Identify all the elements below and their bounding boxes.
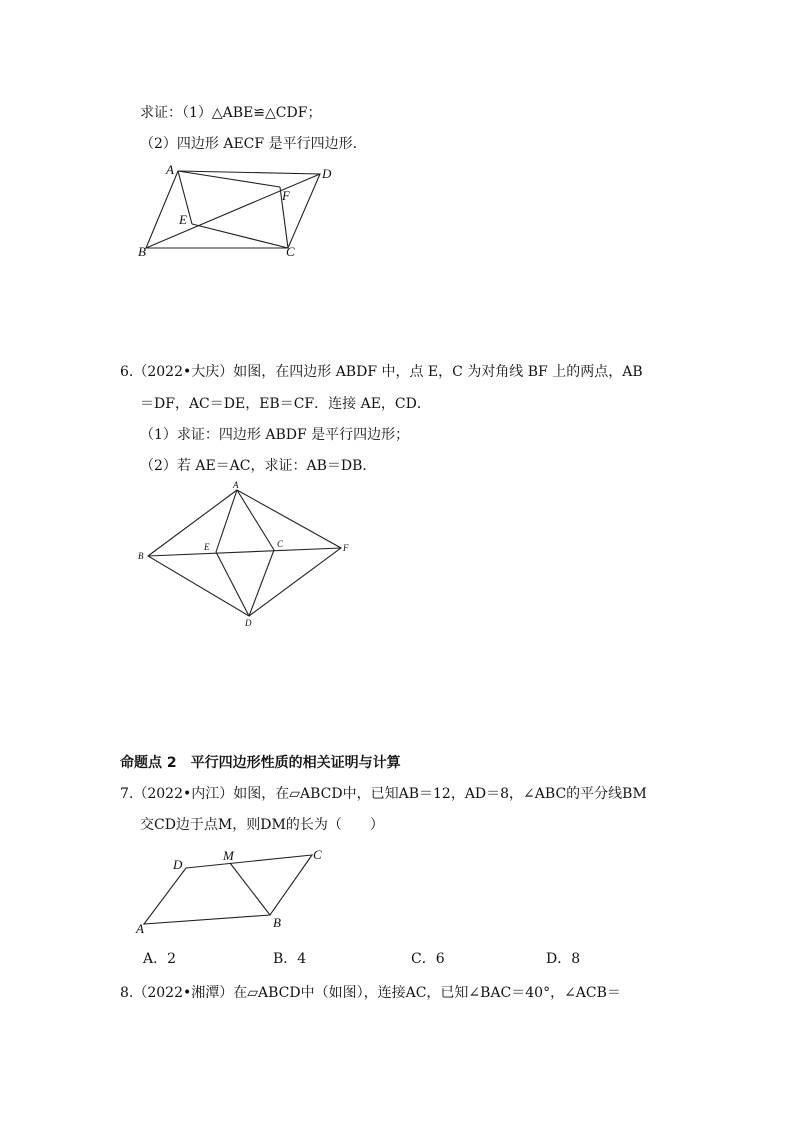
figure-quadrilateral-abdf	[136, 480, 356, 630]
fig1-label-c: C	[286, 244, 295, 259]
q8-line-1: 8.（2022•湘潭）在▱ABCD中（如图），连接AC，已知∠BAC＝40°，∠ACB＝	[120, 985, 621, 1001]
fig1-label-e: E	[179, 212, 187, 227]
fig3-label-b: B	[273, 915, 281, 930]
q7-choice-c[interactable]: C．6	[411, 951, 445, 967]
q7-choice-b[interactable]: B．4	[273, 951, 307, 967]
q7-line-1: 7.（2022•内江）如图，在▱ABCD中，已知AB＝12，AD＝8，∠ABC的平分线BM	[120, 786, 647, 802]
q7-choice-a[interactable]: A．2	[143, 951, 177, 967]
fig3-label-a: A	[136, 921, 144, 936]
fig1-segment-af	[178, 171, 280, 187]
section-heading: 命题点 2 平行四边形性质的相关证明与计算	[120, 755, 401, 771]
q5-prove-line-2: （2）四边形 AECF 是平行四边形.	[140, 136, 358, 152]
fig1-label-a: A	[166, 162, 174, 177]
q7-line-2: 交CD边于点M，则DM的长为（ ）	[140, 817, 384, 833]
q7-choice-d[interactable]: D．8	[546, 951, 581, 967]
fig3-parallelogram-abcd	[144, 855, 312, 924]
fig2-label-b: B	[138, 551, 144, 561]
q5-prove-line-1: 求证：（1）△ABE≌△CDF；	[140, 105, 322, 121]
fig2-label-f: F	[343, 543, 349, 553]
fig3-label-m: M	[223, 848, 234, 863]
fig3-segment-bm	[230, 863, 270, 915]
fig1-label-d: D	[322, 166, 332, 181]
fig2-label-e: E	[204, 542, 210, 552]
fig2-label-c: C	[277, 539, 284, 549]
q6-line-1: 6.（2022•大庆）如图，在四边形 ABDF 中，点 E，C 为对角线 BF 上的两点，AB	[120, 364, 643, 380]
fig2-segment-ac	[237, 490, 274, 550]
q6-line-4: （2）若 AE＝AC，求证：AB＝DB．	[140, 458, 377, 474]
fig1-label-f: F	[282, 188, 290, 203]
figure-parallelogram-aecf	[130, 160, 350, 260]
fig2-diagonal-bf	[148, 548, 341, 556]
fig3-label-d: D	[173, 857, 183, 872]
fig2-label-a: A	[233, 480, 239, 490]
fig3-label-c: C	[313, 847, 322, 862]
fig2-quadrilateral-abdf	[148, 490, 341, 616]
fig2-segment-ae	[216, 490, 237, 552]
q6-line-3: （1）求证：四边形 ABDF 是平行四边形；	[140, 427, 410, 443]
figure-parallelogram-bm	[130, 845, 340, 940]
fig1-label-b: B	[138, 244, 146, 259]
fig2-label-d: D	[245, 618, 252, 628]
q6-line-2: ＝DF，AC＝DE，EB＝CF．连接 AE，CD．	[140, 396, 431, 412]
fig1-segment-ec	[192, 224, 288, 248]
